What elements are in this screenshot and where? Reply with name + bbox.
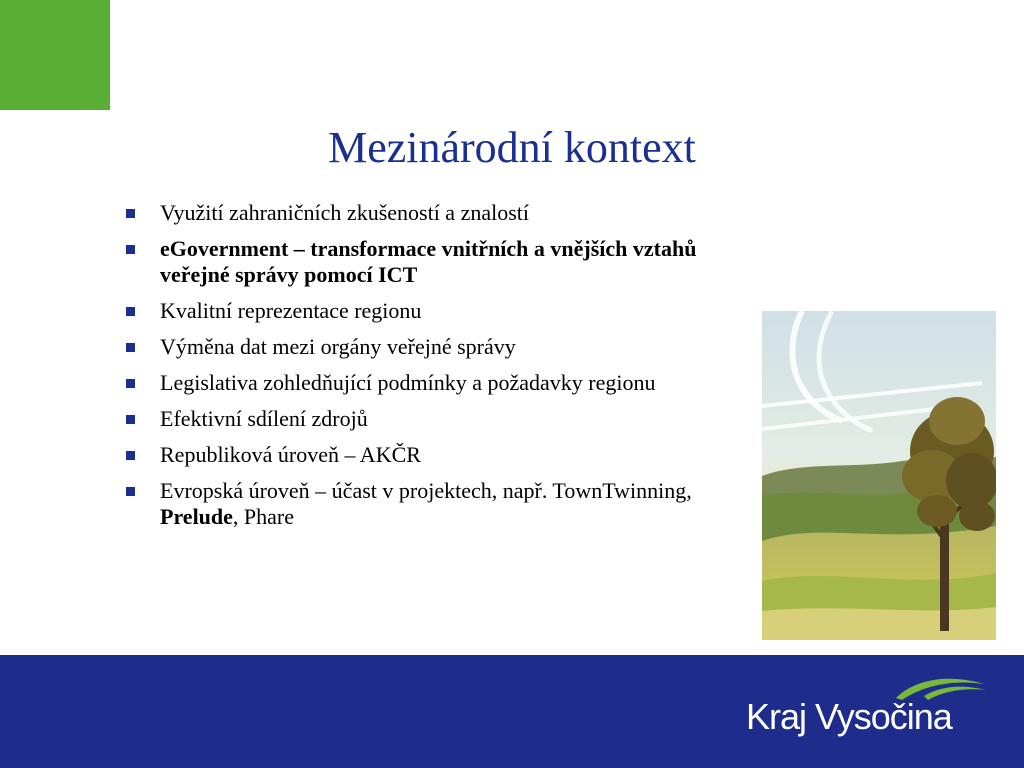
square-bullet-icon	[126, 487, 135, 496]
bullet-text: Legislativa zohledňující podmínky a požadavky regionu	[160, 370, 656, 395]
square-bullet-icon	[126, 307, 135, 316]
bullet-item	[124, 370, 724, 396]
bullet-item	[124, 478, 724, 530]
landscape-photo	[762, 311, 996, 640]
green-corner-square	[0, 0, 110, 110]
bullet-text: Prelude	[160, 504, 233, 529]
bullet-text: eGovernment – transformace vnitřních a vnějších vztahů veřejné správy pomocí ICT	[160, 236, 697, 287]
square-bullet-icon	[126, 209, 135, 218]
square-bullet-icon	[126, 415, 135, 424]
bullet-item	[124, 334, 724, 360]
bullet-item	[124, 200, 724, 226]
bullet-item	[124, 236, 724, 288]
bullet-text: Efektivní sdílení zdrojů	[160, 406, 368, 431]
bullet-item	[124, 298, 724, 324]
bullet-item	[124, 406, 724, 432]
kraj-vysocina-logo	[746, 672, 996, 752]
slide-title-text: Mezinárodní kontext	[328, 123, 696, 172]
square-bullet-icon	[126, 379, 135, 388]
bullet-text: Kvalitní reprezentace regionu	[160, 298, 422, 323]
square-bullet-icon	[126, 245, 135, 254]
bullet-item	[124, 442, 724, 468]
bullet-text: Výměna dat mezi orgány veřejné správy	[160, 334, 516, 359]
slide-title	[0, 122, 1024, 173]
logo-text: Kraj Vysočina	[746, 696, 952, 737]
landscape-illustration	[762, 311, 996, 640]
bullet-list	[124, 200, 724, 540]
bullet-text: Evropská úroveň – účast v projektech, např. TownTwinning,	[160, 478, 692, 503]
bullet-text: Republiková úroveň – AKČR	[160, 442, 421, 467]
bullet-text: Využití zahraničních zkušeností a znalostí	[160, 200, 529, 225]
square-bullet-icon	[126, 451, 135, 460]
square-bullet-icon	[126, 343, 135, 352]
bullet-text: , Phare	[232, 504, 295, 529]
